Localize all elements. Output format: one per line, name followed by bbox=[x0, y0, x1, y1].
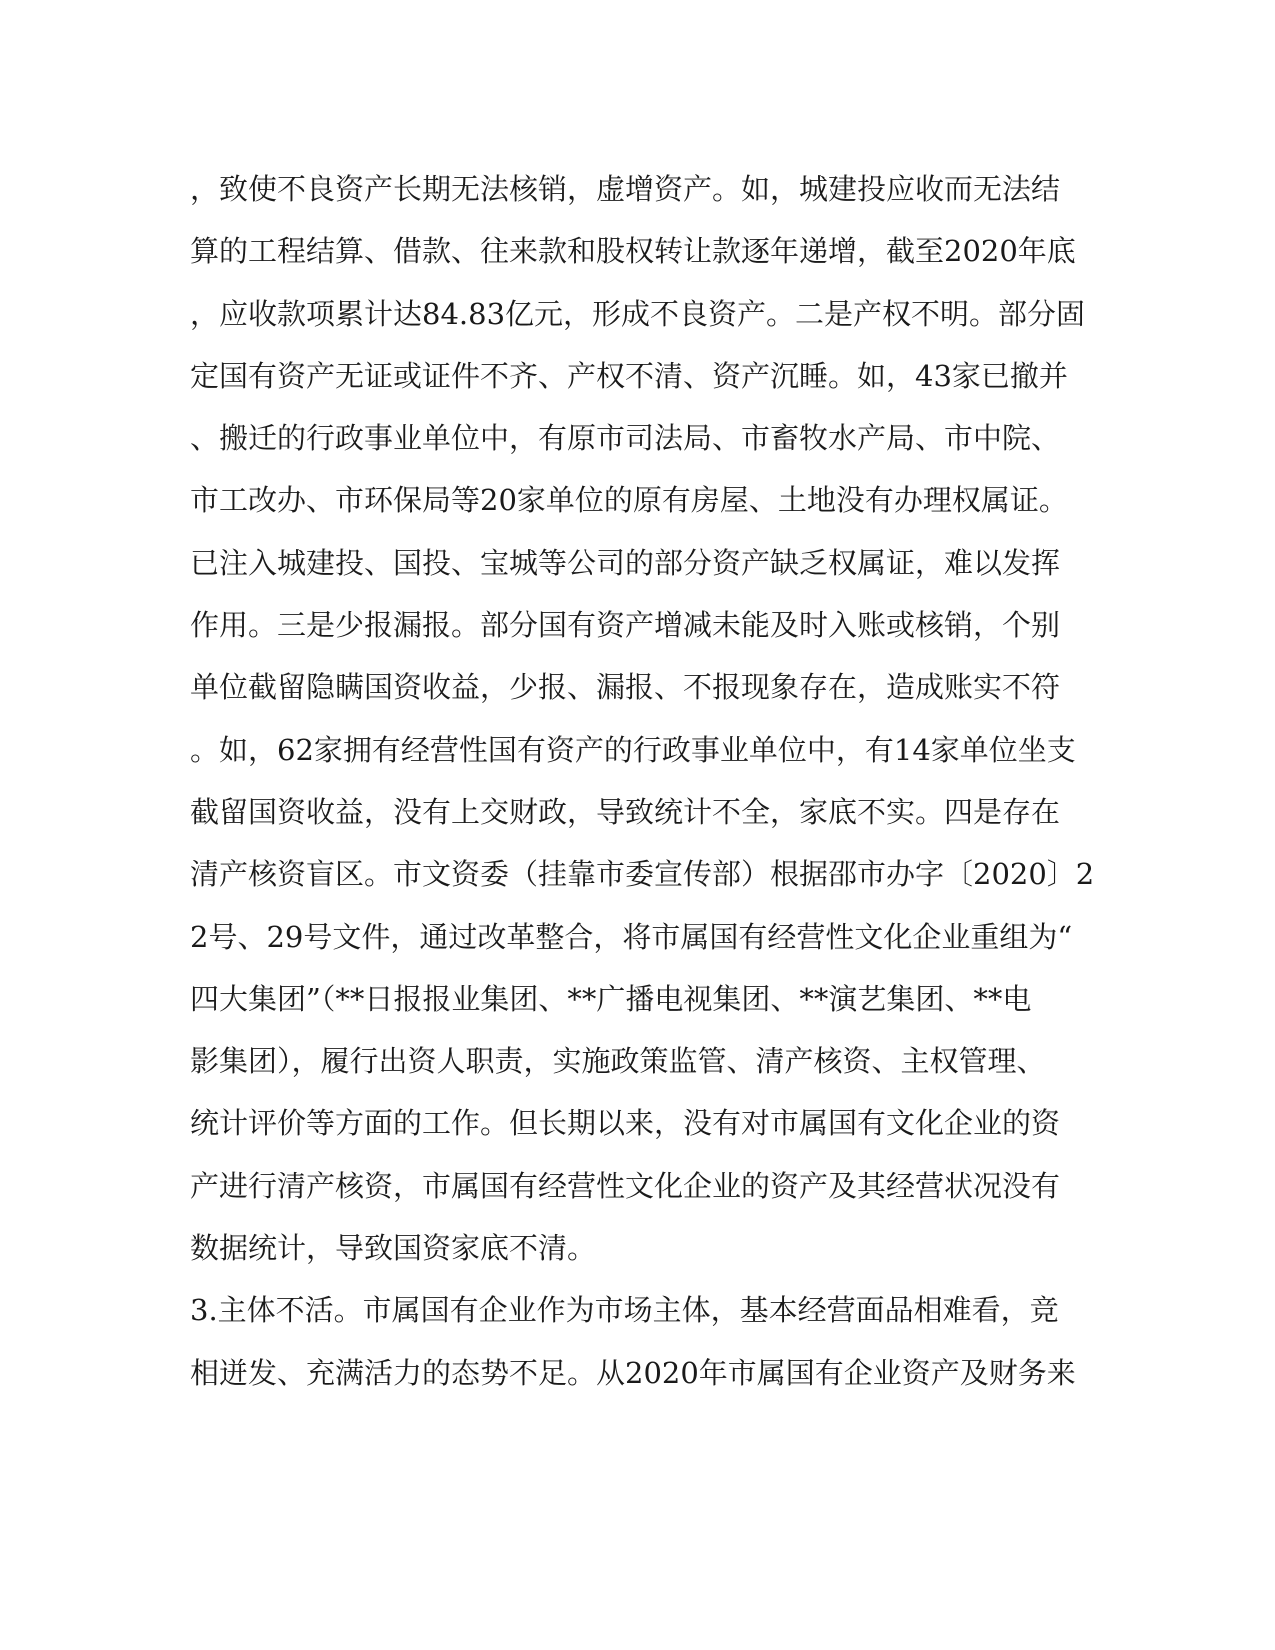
text-line: 数据统计，导致国资家底不清。 bbox=[190, 1231, 597, 1266]
text-line: ，应收款项累计达84.83亿元，形成不良资产。二是产权不明。部分固 bbox=[190, 296, 1086, 331]
text-line: 市工改办、市环保局等20家单位的原有房屋、土地没有办理权属证。 bbox=[190, 483, 1068, 518]
body-text bbox=[190, 158, 1095, 1404]
text-line: 统计评价等方面的工作。但长期以来，没有对市属国有文化企业的资 bbox=[190, 1106, 1061, 1141]
text-line: ，致使不良资产长期无法核销，虚增资产。如，城建投应收而无法结 bbox=[190, 172, 1061, 206]
text-line: 产进行清产核资，市属国有经营性文化企业的资产及其经营状况没有 bbox=[190, 1168, 1061, 1203]
text-line: 、搬迁的行政事业单位中，有原市司法局、市畜牧水产局、市中院、 bbox=[190, 421, 1061, 456]
text-line: 3.主体不活。市属国有企业作为市场主体，基本经营面品相难看，竞 bbox=[190, 1293, 1059, 1328]
text-line: 单位截留隐瞒国资收益，少报、漏报、不报现象存在，造成账实不符 bbox=[190, 670, 1061, 705]
text-line: 相迸发、充满活力的态势不足。从2020年市属国有企业资产及财务来 bbox=[190, 1355, 1076, 1390]
text-line: 定国有资产无证或证件不齐、产权不清、资产沉睡。如，43家已撤并 bbox=[190, 358, 1068, 393]
text-line: 算的工程结算、借款、往来款和股权转让款逐年递增，截至2020年底 bbox=[190, 234, 1076, 269]
text-line: 四大集团”（**日报报业集团、**广播电视集团、**演艺集团、**电 bbox=[190, 981, 1032, 1016]
text-line: 作用。三是少报漏报。部分国有资产增减未能及时入账或核销，个别 bbox=[190, 608, 1061, 643]
text-line: 已注入城建投、国投、宝城等公司的部分资产缺乏权属证，难以发挥 bbox=[190, 545, 1061, 580]
text-line: 清产核资盲区。市文资委（挂靠市委宣传部）根据邵市办字〔2020〕2 bbox=[190, 857, 1095, 892]
text-line: 。如，62家拥有经营性国有资产的行政事业单位中，有14家单位坐支 bbox=[190, 732, 1076, 767]
text-line: 截留国资收益，没有上交财政，导致统计不全，家底不实。四是存在 bbox=[190, 794, 1061, 829]
text-line: 影集团），履行出资人职责，实施政策监管、清产核资、主权管理、 bbox=[190, 1044, 1046, 1079]
text-line: 2号、29号文件，通过改革整合，将市属国有经营性文化企业重组为“ bbox=[190, 919, 1073, 954]
